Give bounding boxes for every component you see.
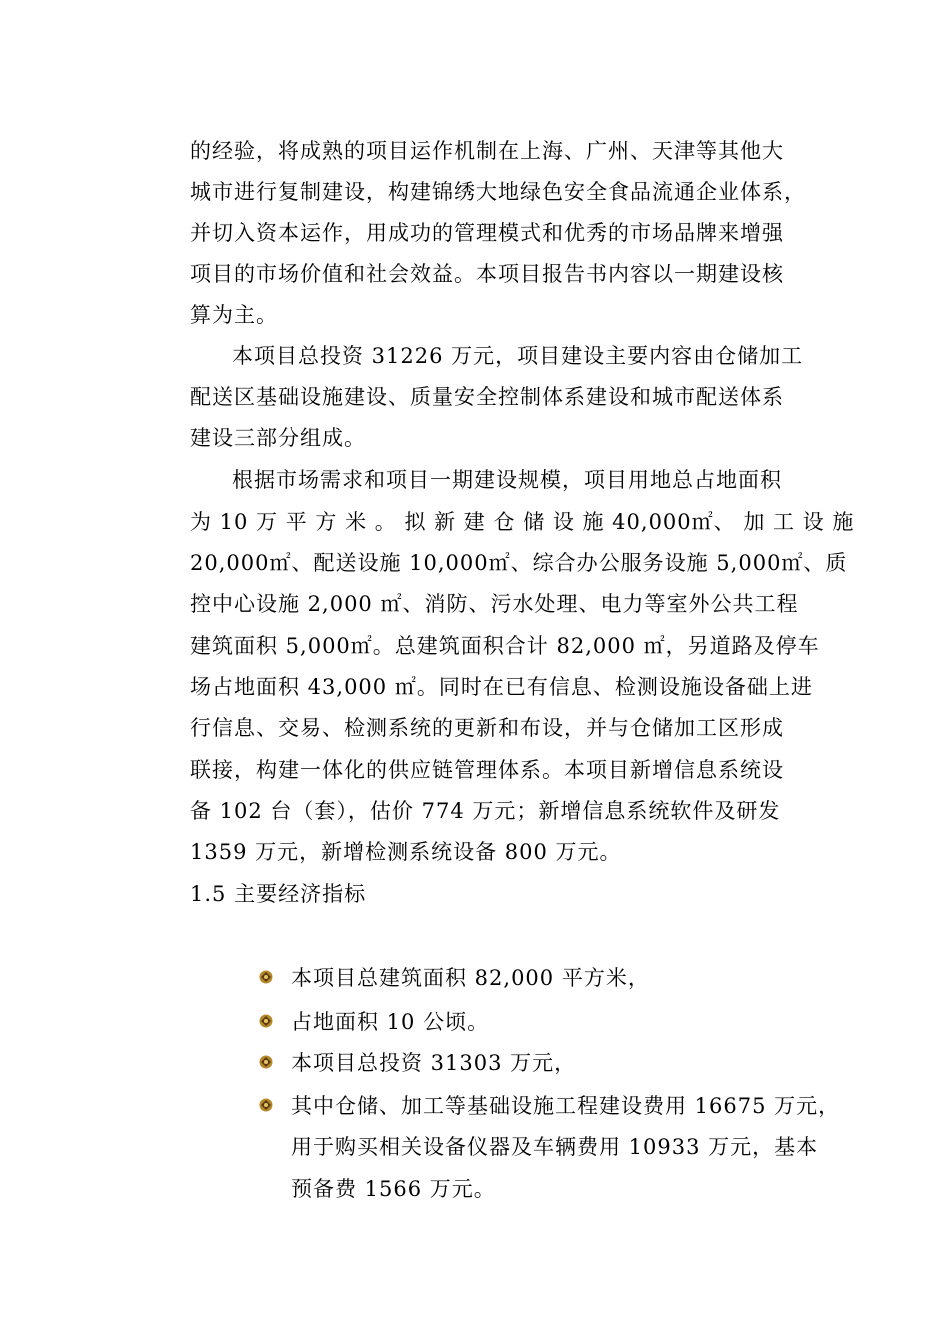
paragraph-line: 为 10 万 平 方 米 。 拟 新 建 仓 储 设 施 40,000㎡、 加 工 设 施: [190, 510, 855, 534]
diamond-bullet-icon: [259, 1098, 273, 1112]
paragraph-line: 控中心设施 2,000 ㎡、消防、污水处理、电力等室外公共工程: [190, 592, 799, 616]
diamond-bullet-icon: [259, 1055, 273, 1069]
paragraph-line: 1359 万元，新增检测系统设备 800 万元。: [190, 840, 622, 864]
diamond-bullet-icon: [259, 1014, 273, 1028]
section-heading: 1.5 主要经济指标: [190, 882, 367, 906]
paragraph-line: 场占地面积 43,000 ㎡。同时在已有信息、检测设施设备础上进: [190, 675, 813, 699]
paragraph-line: 并切入资本运作，用成功的管理模式和优秀的市场品牌来增强: [190, 221, 784, 245]
paragraph-line: 建筑面积 5,000㎡。总建筑面积合计 82,000 ㎡，另道路及停车: [190, 634, 820, 658]
paragraph-line: 城市进行复制建设，构建锦绣大地绿色安全食品流通企业体系，: [190, 180, 806, 204]
list-item-continuation: 预备费 1566 万元。: [291, 1177, 496, 1201]
list-item-continuation: 用于购买相关设备仪器及车辆费用 10933 万元，基本: [291, 1135, 819, 1159]
list-item-text: 本项目总建筑面积 82,000 平方米，: [291, 966, 650, 990]
paragraph-line: 的经验，将成熟的项目运作机制在上海、广州、天津等其他大: [190, 139, 784, 163]
paragraph-line: 根据市场需求和项目一期建设规模，项目用地总占地面积: [232, 468, 782, 492]
paragraph-line: 算为主。: [190, 303, 278, 327]
paragraph-line: 20,000㎡、配送设施 10,000㎡、综合办公服务设施 5,000㎡、质: [190, 551, 848, 575]
paragraph-line: 联接，构建一体化的供应链管理体系。本项目新增信息系统设: [190, 758, 784, 782]
paragraph-line: 备 102 台（套），估价 774 万元；新增信息系统软件及研发: [190, 799, 781, 823]
paragraph-line: 配送区基础设施建设、质量安全控制体系建设和城市配送体系: [190, 385, 784, 409]
list-item-text: 其中仓储、加工等基础设施工程建设费用 16675 万元，: [291, 1094, 841, 1118]
paragraph-line: 行信息、交易、检测系统的更新和布设，并与仓储加工区形成: [190, 716, 784, 740]
diamond-bullet-icon: [259, 970, 273, 984]
list-item-text: 本项目总投资 31303 万元，: [291, 1051, 577, 1075]
list-item-text: 占地面积 10 公顷。: [291, 1010, 490, 1034]
paragraph-line: 项目的市场价值和社会效益。本项目报告书内容以一期建设核: [190, 262, 784, 286]
paragraph-line: 本项目总投资 31226 万元，项目建设主要内容由仓储加工: [232, 344, 804, 368]
paragraph-line: 建设三部分组成。: [190, 426, 366, 450]
